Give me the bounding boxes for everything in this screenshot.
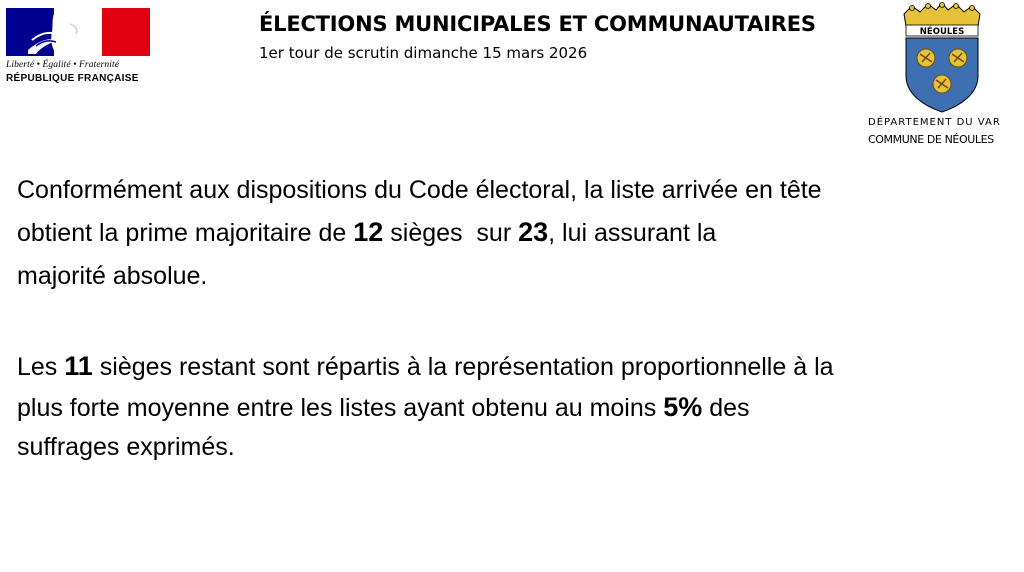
text-segment: sièges restant sont répartis à la représentation proportionnelle à la [92,353,834,381]
crest-banner-text: NÉOULES [919,27,965,37]
paragraph-line: suffrages exprimés. [17,433,235,461]
department-label: DÉPARTEMENT DU VAR [868,117,1001,128]
text-segment: Les [17,353,65,381]
text-segment: plus forte moyenne entre les listes ayant obtenu au moins [17,394,664,422]
majority-bonus-paragraph [17,176,1017,291]
commune-label: COMMUNE DE NÉOULES [868,133,994,146]
paragraph-line: Conformément aux dispositions du Code électoral, la liste arrivée en tête [17,176,822,204]
bonus-seats-value: 12 [353,217,384,247]
proportional-distribution-paragraph [17,351,1017,474]
threshold-value: 5% [663,392,703,422]
text-segment: des [702,394,750,422]
remaining-seats-value: 11 [64,351,93,381]
neoules-coat-of-arms-icon [894,2,990,119]
page-subtitle: 1er tour de scrutin dimanche 15 mars 2026 [259,44,588,62]
marianne-profile-icon [26,10,100,56]
text-segment: sièges sur [383,219,519,247]
paragraph-line [17,217,1017,262]
republic-motto: Liberté • Égalité • Fraternité [6,60,120,70]
text-segment: , lui assurant la [548,219,717,247]
paragraph-line [17,351,1017,392]
paragraph-line: majorité absolue. [17,262,208,290]
republique-francaise-logo [6,8,152,84]
page-title: ÉLECTIONS MUNICIPALES ET COMMUNAUTAIRES [259,12,816,36]
republic-name: RÉPUBLIQUE FRANÇAISE [6,73,139,84]
text-segment: obtient la prime majoritaire de [17,219,354,247]
paragraph-line [17,392,1017,433]
total-seats-value: 23 [518,217,549,247]
marianne-logo-icon [6,8,150,56]
